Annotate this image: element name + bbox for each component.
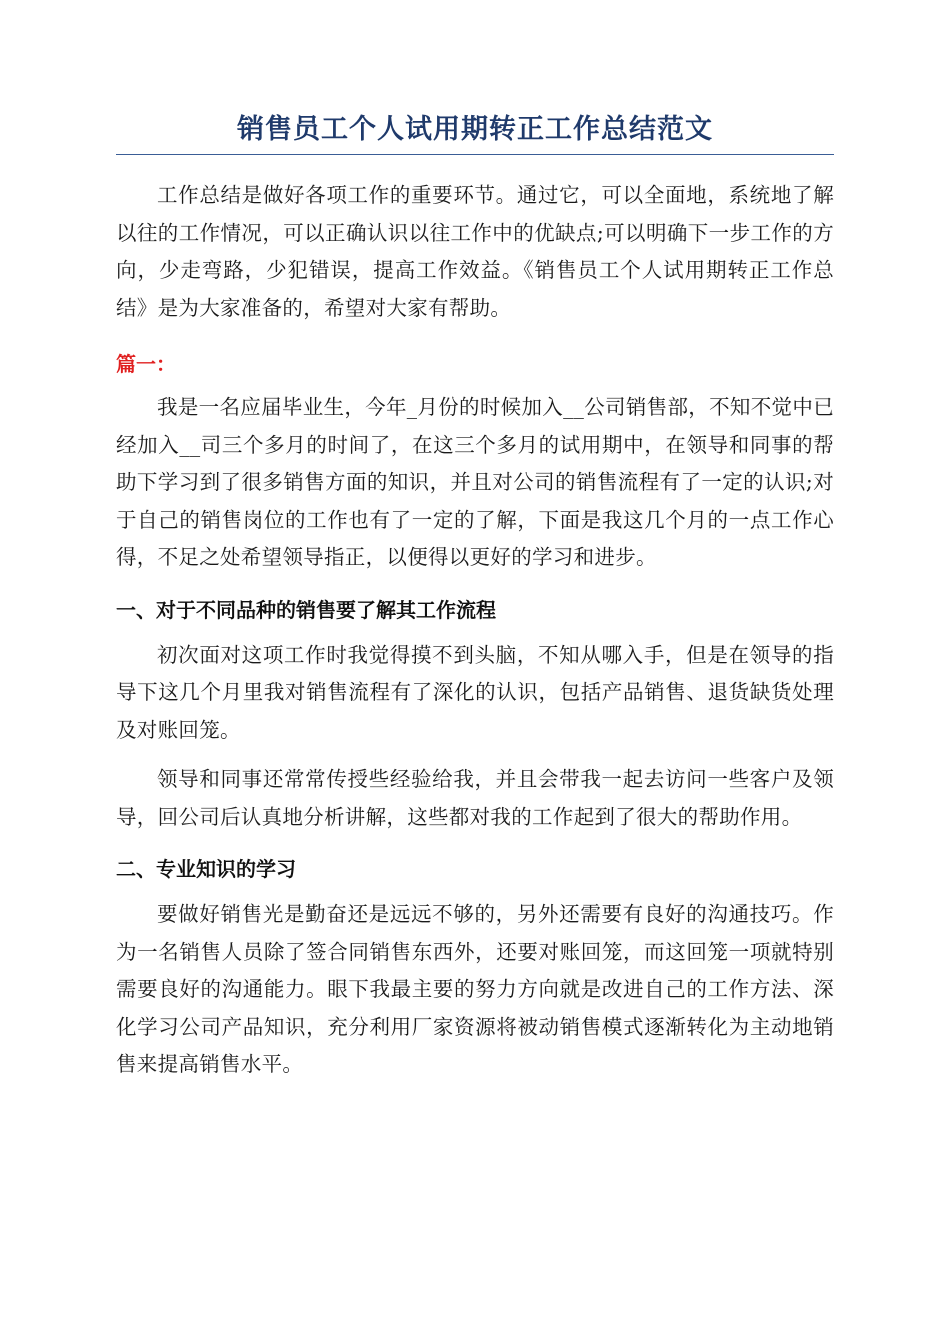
document-title: 销售员工个人试用期转正工作总结范文 xyxy=(116,110,834,155)
document-page xyxy=(116,110,834,1084)
section-two-paragraph-1: 要做好销售光是勤奋还是远远不够的，另外还需要有良好的沟通技巧。作为一名销售人员除了签合同销售东西外，还要对账回笼，而这回笼一项就特别需要良好的沟通能力。眼下我最主要的努力方向就是改进自己的工作方法、深化学习公司产品知识，充分利用厂家资源将被动销售模式逐渐转化为主动地销售来提高销售水平。 xyxy=(116,902,834,1076)
section-one-heading: 一、对于不同品种的销售要了解其工作流程 xyxy=(116,597,496,622)
section-one-paragraph-2: 领导和同事还常常传授些经验给我，并且会带我一起去访问一些客户及领导，回公司后认真地分析讲解，这些都对我的工作起到了很大的帮助作用。 xyxy=(116,767,834,829)
section-two-heading: 二、专业知识的学习 xyxy=(116,857,296,881)
section-one-paragraph-1: 初次面对这项工作时我觉得摸不到头脑，不知从哪入手，但是在领导的指导下这几个月里我对销售流程有了深化的认识，包括产品销售、退货缺货处理及对账回笼。 xyxy=(116,642,834,742)
part-one-label: 篇一： xyxy=(116,352,176,376)
intro-paragraph: 工作总结是做好各项工作的重要环节。通过它，可以全面地，系统地了解以往的工作情况，可以正确认识以往工作中的优缺点;可以明确下一步工作的方向，少走弯路，少犯错误，提高工作效益。《销售员工个人试用期转正工作总结》是为大家准备的，希望对大家有帮助。 xyxy=(116,183,834,320)
part-one-opening-paragraph: 我是一名应届毕业生，今年_月份的时候加入__公司销售部，不知不觉中已经加入__司三个多月的时间了，在这三个多月的试用期中，在领导和同事的帮助下学习到了很多销售方面的知识，并且对公司的销售流程有了一定的认识;对于自己的销售岗位的工作也有了一定的了解，下面是我这几个月的一点工作心得，不足之处希望领导指正，以便得以更好的学习和进步。 xyxy=(116,395,834,569)
